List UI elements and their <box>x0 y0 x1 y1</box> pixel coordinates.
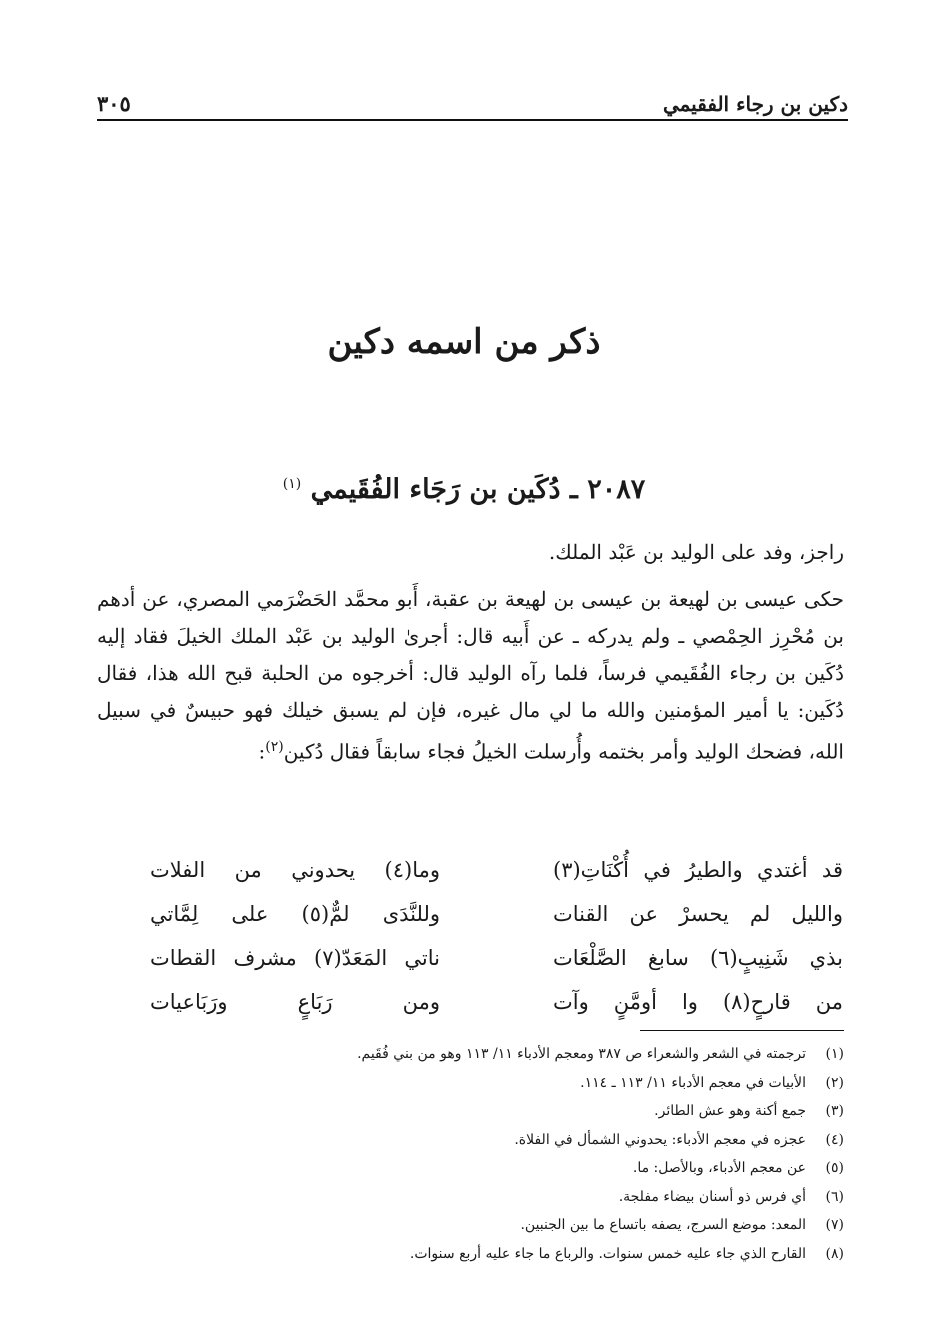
poem <box>150 848 843 1024</box>
verse-first-hemistich: من قارحٍ(٨) وا أومَّنٍ وآت <box>553 990 843 1014</box>
footnote-text: أي فرس ذو أسنان بيضاء مفلجة. <box>618 1188 806 1205</box>
footnote <box>150 1211 844 1240</box>
footnote-text: ترجمته في الشعر والشعراء ص ٣٨٧ ومعجم الأدباء ١١/ ١١٣ وهو من بني فُقَيم. <box>357 1046 806 1062</box>
entry-footnote-ref: (١) <box>282 476 302 492</box>
entry-heading-text: ٢٠٨٧ ـ دُكَين بن رَجَاء الفُقَيمي <box>310 474 646 505</box>
intro-paragraph: راجز، وفد على الوليد بن عَبْد الملك. <box>548 540 844 564</box>
footnotes <box>150 1040 844 1268</box>
running-title: دكين بن رجاء الفقيمي <box>662 92 848 116</box>
verse-second-hemistich: وما(٤) يحدوني من الفلات <box>150 858 440 882</box>
verse-second-hemistich: وللنَّدَى لمٌّ(٥) على لِمَّاتي <box>150 902 440 926</box>
footnote-text: عجزه في معجم الأدباء: يحدوني الشمأل في الفلاة. <box>514 1131 806 1148</box>
page-number: ٣٠٥ <box>97 91 131 116</box>
footnote-text: الأبيات في معجم الأدباء ١١/ ١١٣ ـ ١١٤. <box>580 1074 806 1091</box>
verse-line <box>150 848 843 892</box>
footnote-number: (٧) <box>825 1217 844 1233</box>
footnote <box>150 1183 844 1212</box>
verse-line <box>150 892 843 936</box>
footnote-number: (٨) <box>825 1245 844 1262</box>
header-rule <box>97 119 848 121</box>
entry-heading <box>0 474 928 505</box>
footnote-text: المعد: موضع السرج، يصفه باتساع ما بين الجنبين. <box>520 1217 806 1233</box>
verse-second-hemistich: ومن رَبَاعٍ ورَبَاعيات <box>150 990 440 1014</box>
footnote <box>150 1097 844 1126</box>
footnote-rule <box>640 1030 844 1031</box>
narrative-paragraph <box>97 581 844 771</box>
narrative-text: حكى عيسى بن لهيعة بن عيسى بن لهيعة بن عقبة، أَبو محمَّد الحَضْرَمي المصري، عن أدهم بن مُحْرِز الحِمْصي ـ ولم يدركه ـ عن أَبيه قال: أجرىٰ الوليد بن عَبْد الملك الخيلَ فقاد إليه دُكَين بن رجاء الفُقَيمي فرساً، فلما رآه الوليد قال: أخرجوه من الحلبة قبح الله هذا، فقال دُكَين: يا أمير المؤمنين والله ما لي مال غيره، فإن لم يسبق خيلك فهو حبيسٌ في سبيل الله، فضحك الوليد وأمر بختمه وأُرسلت الخيلُ فجاء سابقاً فقال دُكين <box>97 587 844 764</box>
verse-first-hemistich: بذي شَنِيبٍ(٦) سابغ الصَّلْعَات <box>553 946 843 970</box>
verse-line <box>150 980 843 1024</box>
narrative-colon: : <box>258 739 266 764</box>
footnote-text: القارح الذي جاء عليه خمس سنوات. والرباع ما جاء عليه أربع سنوات. <box>409 1245 806 1262</box>
footnote-number: (٣) <box>825 1103 844 1119</box>
footnote-number: (٢) <box>825 1074 844 1091</box>
verse-first-hemistich: قد أغتدي والطيرُ في أُكْنَاتِ(٣) <box>553 858 843 882</box>
footnote <box>150 1069 844 1098</box>
footnote-number: (٤) <box>825 1131 844 1148</box>
footnote-text: جمع أكنة وهو عش الطائر. <box>654 1103 806 1119</box>
footnote <box>150 1240 844 1269</box>
verse-second-hemistich: ناتي المَعَدّ(٧) مشرف القطات <box>150 946 440 970</box>
section-title: ذكر من اسمه دكين <box>327 322 601 362</box>
running-header <box>97 82 848 116</box>
footnote-number: (٦) <box>825 1188 844 1205</box>
footnote <box>150 1154 844 1183</box>
verse-first-hemistich: والليل لم يحسرْ عن القنات <box>553 902 843 926</box>
footnote-number: (١) <box>825 1046 844 1062</box>
narrative-footnote-ref: (٢) <box>265 739 284 755</box>
footnote <box>150 1126 844 1155</box>
footnote <box>150 1040 844 1069</box>
footnote-text: عن معجم الأدباء، وبالأصل: ما. <box>632 1160 806 1176</box>
body-text <box>97 534 844 771</box>
verse-line <box>150 936 843 980</box>
footnote-number: (٥) <box>825 1160 844 1176</box>
